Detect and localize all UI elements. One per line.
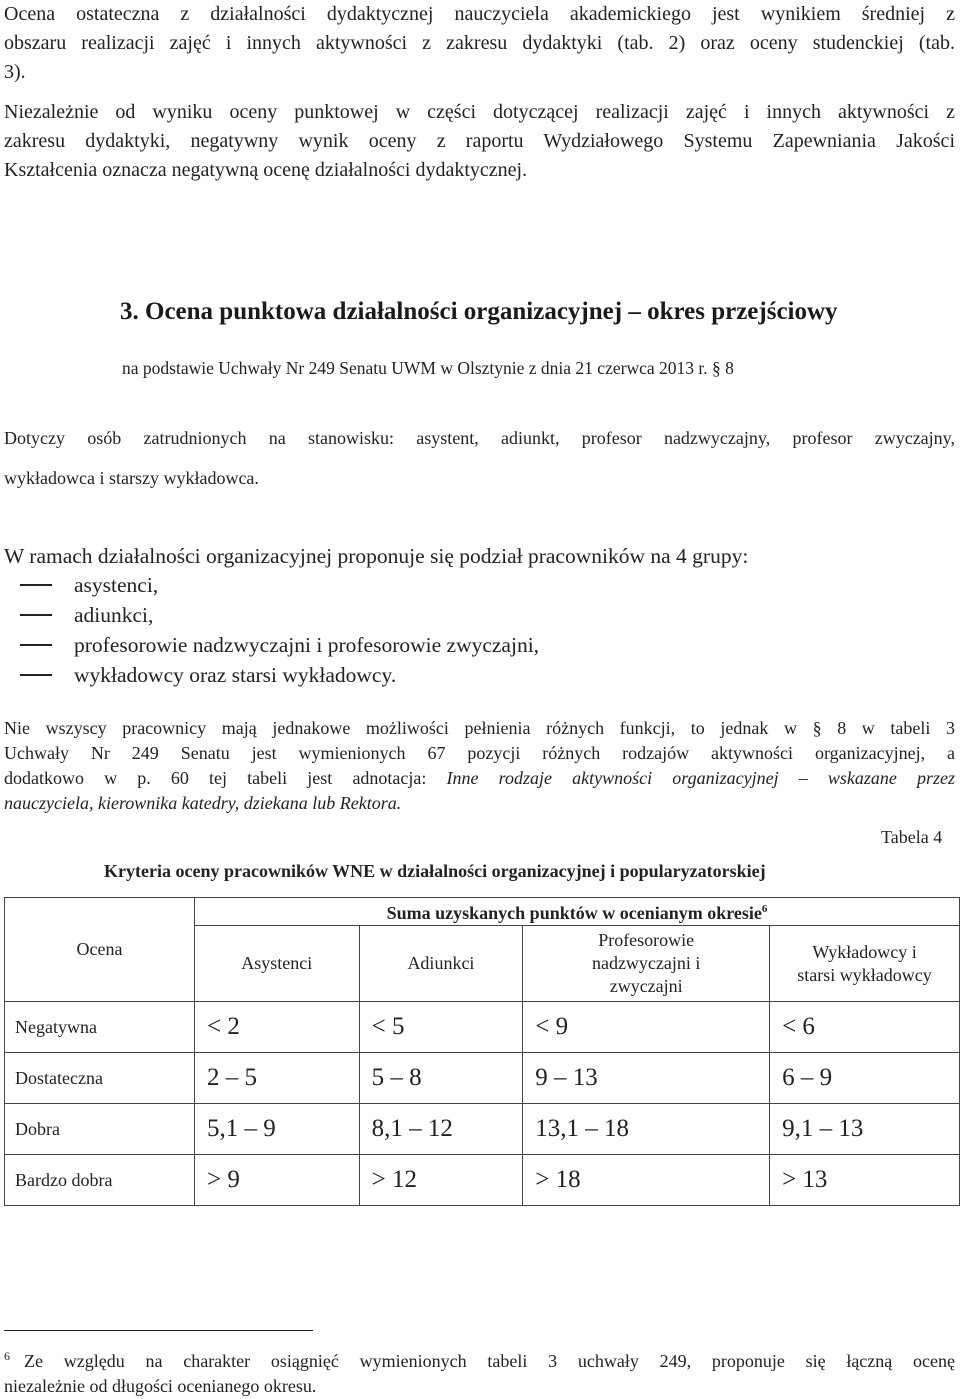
row-label-dostateczna: Dostateczna [5, 1053, 195, 1104]
cell-value: 13,1 – 18 [523, 1104, 770, 1155]
footnote-line-2: niezależnie od długości ocenianego okresu. [4, 1376, 317, 1396]
intro-line-2: obszaru realizacji zajęć i innych aktywności z zakresu dydaktyki (tab. 2) oraz oceny studenckiej (tab. [4, 32, 955, 54]
footnote-mark: 6 [4, 1349, 10, 1363]
negative-line-3: Kształcenia oznacza negatywną ocenę działalności dydaktycznej. [4, 159, 528, 181]
col-header-adiunkci: Adiunkci [359, 926, 523, 1002]
cell-value: 5,1 – 9 [195, 1104, 360, 1155]
footnote-line-1: $^6$ Ze względu na charakter osiągnięć wymienionych tabeli 3 uchwały 249, proponuje się łączną ocenę [4, 1349, 955, 1371]
intro-paragraph [4, 0, 955, 87]
note-line-3: dodatkowo w p. 60 tej tabeli jest adnotacja: Inne rodzaje aktywności organizacyjnej – wskazane przez [4, 768, 955, 788]
note-line-1: Nie wszyscy pracownicy mają jednakowe możliwości pełnienia różnych funkcji, to jednak w § 8 w tabeli 3 [4, 718, 955, 738]
cell-value: 5 – 8 [359, 1053, 523, 1104]
cell-value: < 9 [523, 1002, 770, 1053]
row-label-negatywna: Negatywna [5, 1002, 195, 1053]
section-subtitle: na podstawie Uchwały Nr 249 Senatu UWM w Olsztynie z dnia 21 czerwca 2013 r. § 8 [122, 358, 734, 378]
col-header-profesorowie: Profesorowie nadzwyczajni i zwyczajni [523, 926, 770, 1002]
note-line-2: Uchwały Nr 249 Senatu jest wymienionych 67 pozycji różnych rodzajów aktywności organizacyjnej, a [4, 743, 955, 763]
cell-value: > 18 [523, 1155, 770, 1206]
table-label: Tabela 4 [881, 827, 943, 847]
cell-value: 8,1 – 12 [359, 1104, 523, 1155]
col-header-wykladowcy: Wykładowcy i starsi wykładowcy [770, 926, 960, 1002]
applies-line-2: wykładowca i starszy wykładowca. [4, 468, 259, 488]
row-label-dobra: Dobra [5, 1104, 195, 1155]
table-row [5, 1002, 960, 1053]
cell-value: 6 – 9 [770, 1053, 960, 1104]
footnote [4, 1344, 955, 1399]
group-header: Suma uzyskanych punktów w ocenianym okresie$^6$ [195, 898, 960, 926]
table-row [5, 1104, 960, 1155]
intro-line-3: 3). [4, 61, 26, 83]
group-list-item: adiunkci, [20, 603, 153, 628]
dash-bullet-icon [20, 644, 52, 646]
cell-value: 9 – 13 [523, 1053, 770, 1104]
negative-line-2: zakresu dydaktyki, negatywny wynik oceny z raportu Wydziałowego Systemu Zapewniania Jakości [4, 130, 955, 152]
group-list-item: profesorowie nadzwyczajni i profesorowie zwyczajni, [20, 633, 539, 658]
table-header-row [5, 898, 960, 926]
groups-intro: W ramach działalności organizacyjnej proponuje się podział pracowników na 4 grupy: [4, 544, 749, 568]
ocena-header: Ocena [5, 898, 195, 1002]
footnote-separator [4, 1330, 313, 1331]
table-caption: Kryteria oceny pracowników WNE w działalności organizacyjnej i popularyzatorskiej [104, 861, 766, 881]
cell-value: 9,1 – 13 [770, 1104, 960, 1155]
dash-bullet-icon [20, 614, 52, 616]
negative-result-paragraph [4, 98, 955, 185]
applies-line-1: Dotyczy osób zatrudnionych na stanowisku: asystent, adiunkt, profesor nadzwyczajny, profesor zwyczajny, [4, 428, 955, 448]
criteria-table [4, 897, 960, 1206]
cell-value: > 13 [770, 1155, 960, 1206]
cell-value: > 12 [359, 1155, 523, 1206]
note-line-4: nauczyciela, kierownika katedry, dziekana lub Rektora. [4, 793, 402, 813]
cell-value: < 5 [359, 1002, 523, 1053]
table-row [5, 1155, 960, 1206]
cell-value: < 6 [770, 1002, 960, 1053]
negative-line-1: Niezależnie od wyniku oceny punktowej w części dotyczącej realizacji zajęć i innych aktywności z [4, 101, 955, 123]
section-title: 3. Ocena punktowa działalności organizacyjnej – okres przejściowy [120, 298, 838, 325]
dash-bullet-icon [20, 674, 52, 676]
footnote-ref: 6 [761, 903, 768, 915]
row-label-bardzo-dobra: Bardzo dobra [5, 1155, 195, 1206]
cell-value: < 2 [195, 1002, 360, 1053]
intro-line-1: Ocena ostateczna z działalności dydaktycznej nauczyciela akademickiego jest wynikiem średniej z [4, 3, 955, 25]
group-list-item: asystenci, [20, 573, 158, 598]
col-header-asystenci: Asystenci [195, 926, 360, 1002]
cell-value: 2 – 5 [195, 1053, 360, 1104]
group-list-item: wykładowcy oraz starsi wykładowcy. [20, 663, 396, 688]
table-row [5, 1053, 960, 1104]
dash-bullet-icon [20, 584, 52, 586]
cell-value: > 9 [195, 1155, 360, 1206]
note-paragraph [4, 716, 955, 816]
